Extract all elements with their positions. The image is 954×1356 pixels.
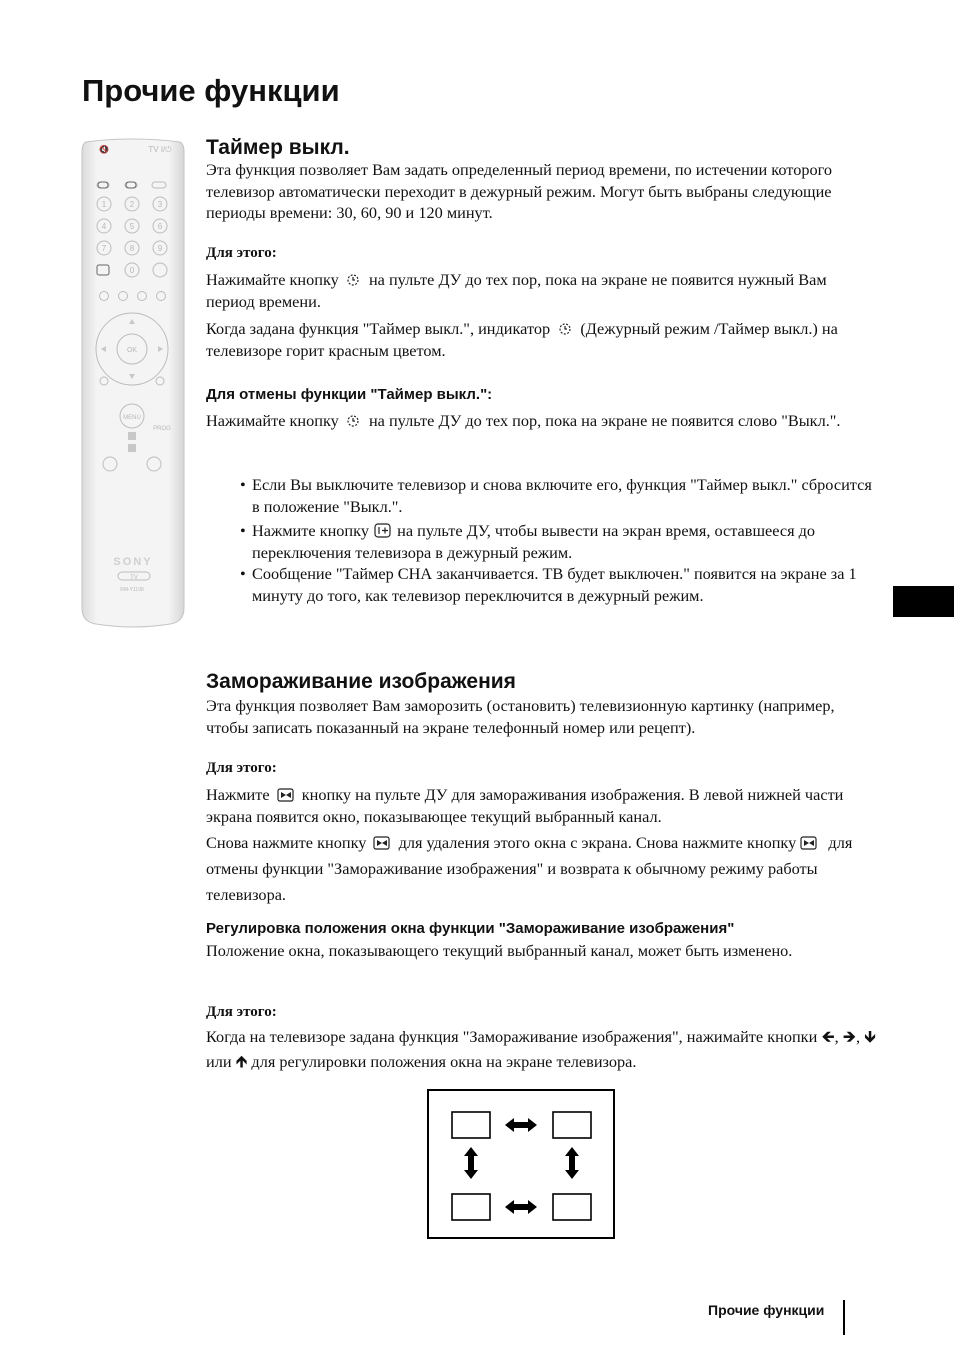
arrow-right-icon: 🡺	[842, 1027, 856, 1046]
arrow-down-icon: 🡻	[864, 1027, 876, 1046]
arrow-up-icon: 🡹	[235, 1052, 248, 1071]
double-arrow-vertical-icon	[565, 1147, 579, 1179]
timer-step1-b: на пульте ДУ до тех пор, пока на экране не появится нужный Вам период времени.	[206, 270, 827, 311]
freeze-step1-a: Нажмите	[206, 785, 270, 804]
double-arrow-horizontal-icon	[505, 1200, 537, 1214]
freeze-position-step-b: для регулировки положения окна на экране телевизора.	[251, 1052, 637, 1071]
footer-divider	[843, 1300, 845, 1335]
double-arrow-horizontal-icon	[505, 1118, 537, 1132]
remote-key-9: 9	[157, 244, 163, 253]
remote-ok-label: OK	[126, 347, 138, 354]
double-arrow-vertical-icon	[464, 1147, 478, 1179]
freeze-step2	[206, 830, 878, 908]
window-bottom-right	[553, 1194, 591, 1220]
window-position-diagram-svg	[429, 1091, 613, 1237]
remote-key-7: 7	[101, 244, 107, 253]
section-tab-marker	[893, 586, 954, 617]
timer-cancel-heading: Для отмены функции "Таймер выкл.":	[206, 386, 493, 403]
window-top-right	[553, 1112, 591, 1138]
timer-intro: Эта функция позволяет Вам задать определенный период времени, по истечении которого телевизор автоматически переходит в дежурный режим. Могут быть выбраны следующие периоды времени: 30, 60, 90 и 120 минут.	[206, 160, 833, 222]
timer-cancel-a: Нажимайте кнопку	[206, 411, 339, 430]
window-bottom-left	[452, 1194, 490, 1220]
timer-step2-b: (Дежурный режим /Таймер выкл.) на телевизоре горит красным цветом.	[206, 319, 838, 360]
timer-heading: Таймер выкл.	[206, 136, 350, 159]
window-top-left	[452, 1112, 490, 1138]
info-button-icon	[373, 523, 393, 538]
remote-control-illustration	[80, 138, 186, 633]
page-footer: Прочие функции	[708, 1302, 825, 1318]
timer-step1	[206, 269, 878, 312]
remote-key-4: 4	[101, 222, 107, 231]
remote-key-1: 1	[101, 200, 107, 209]
freeze-for-this-label-2: Для этого:	[206, 1004, 277, 1020]
window-position-diagram	[427, 1089, 615, 1239]
freeze-or: или	[206, 1052, 232, 1071]
freeze-position-text: Положение окна, показывающего текущий выбранный канал, может быть изменено.	[206, 941, 793, 960]
freeze-heading: Замораживание изображения	[206, 670, 516, 693]
remote-key-5: 5	[129, 222, 135, 231]
timer-note-2-a: Нажмите кнопку	[252, 521, 369, 540]
sleep-timer-icon	[343, 413, 365, 428]
freeze-for-this-label: Для этого:	[206, 760, 277, 776]
remote-key-0: 0	[129, 266, 135, 275]
timer-note-3: • Сообщение "Таймер СНА заканчивается. ТВ будет выключен." появится на экране за 1 минуту до того, как телевизор переключится в дежурный режим.	[240, 563, 876, 606]
freeze-step1	[206, 784, 878, 827]
remote-prog-label: PROG	[153, 426, 171, 432]
remote-control-icon	[80, 138, 186, 628]
timer-step2-a: Когда задана функция "Таймер выкл.", индикатор	[206, 319, 551, 338]
freeze-position-heading: Регулировка положения окна функции "Замораживание изображения"	[206, 920, 735, 937]
timer-notes	[240, 474, 876, 606]
freeze-button-icon	[800, 835, 824, 850]
remote-menu-label: MENU	[123, 415, 141, 421]
timer-for-this-label: Для этого:	[206, 245, 277, 261]
standby-timer-indicator-icon	[554, 321, 576, 336]
remote-key-8: 8	[129, 244, 135, 253]
sleep-timer-icon	[343, 272, 365, 287]
timer-cancel-b: на пульте ДУ до тех пор, пока на экране не появится слово "Выкл.".	[368, 411, 841, 430]
freeze-step2-a: Снова нажмите кнопку	[206, 833, 367, 852]
remote-tv-badge: TV	[130, 575, 138, 581]
freeze-step2-c: для отмены функции "Замораживание изображения" и возврата к обычному режиму работы телевизора.	[206, 833, 853, 904]
remote-mute-label: 🔇	[99, 145, 109, 154]
timer-step1-a: Нажимайте кнопку	[206, 270, 339, 289]
remote-brand: SONY	[113, 556, 153, 568]
remote-key-6: 6	[157, 222, 163, 231]
freeze-position-step: Когда на телевизоре задана функция "Замораживание изображения", нажимайте кнопки 🡸, 🡺, 🡻 или 🡹 для регулировки положения окна на экране телевизора.	[206, 1027, 876, 1071]
timer-step2	[206, 318, 878, 361]
remote-key-3: 3	[157, 200, 163, 209]
freeze-position-step-a: Когда на телевизоре задана функция "Замораживание изображения", нажимайте кнопки	[206, 1027, 818, 1046]
remote-tv-label: TV I/⏻	[148, 145, 172, 154]
freeze-step2-b: для удаления этого окна с экрана. Снова нажмите кнопку	[398, 833, 797, 852]
timer-cancel-step	[206, 410, 878, 432]
freeze-intro: Эта функция позволяет Вам заморозить (остановить) телевизионную картинку (например, чтобы записать показанный на экране телефонный номер или рецепт).	[206, 696, 835, 737]
freeze-step1-b: кнопку на пульте ДУ для замораживания изображения. В левой нижней части экрана появится окно, показывающее текущий выбранный канал.	[206, 785, 844, 826]
remote-key-2: 2	[129, 200, 135, 209]
timer-note-1: • Если Вы выключите телевизор и снова включите его, функция "Таймер выкл." сбросится в положение "Выкл.".	[240, 474, 876, 517]
arrow-left-icon: 🡸	[821, 1027, 835, 1046]
freeze-button-icon	[274, 787, 298, 802]
remote-model: RM-Y1108	[120, 587, 144, 593]
freeze-button-icon	[370, 835, 394, 850]
timer-note-2-b: на пульте ДУ, чтобы вывести на экран время, оставшееся до переключения телевизора в дежурный режим.	[252, 521, 816, 562]
timer-note-2	[240, 520, 876, 563]
page-title: Прочие функции	[82, 73, 340, 108]
